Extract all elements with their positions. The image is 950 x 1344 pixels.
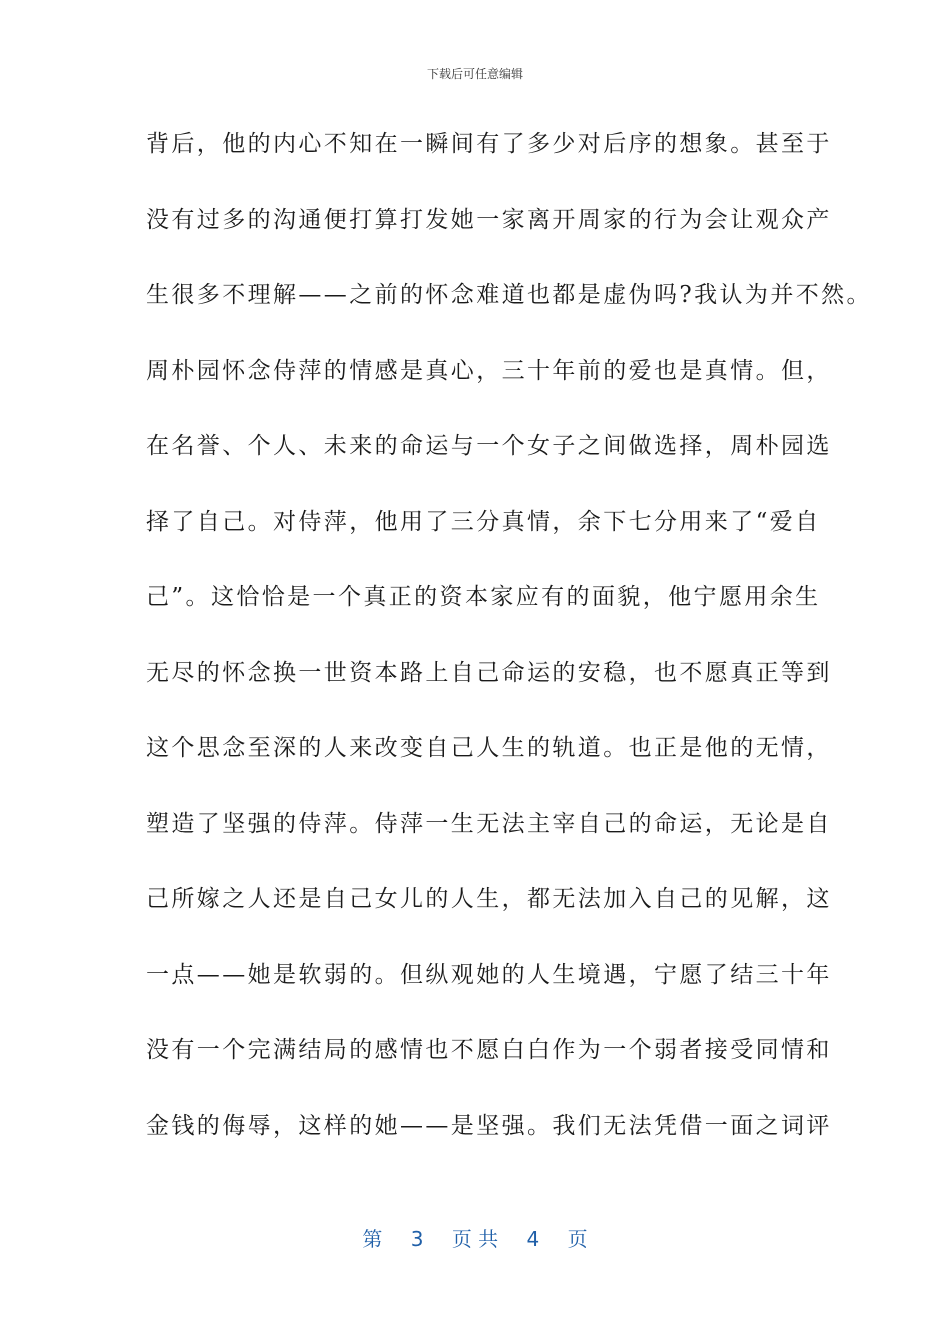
body-line: 择了自己。对侍萍，他用了三分真情，余下七分用来了“爱自 [146,508,821,535]
body-line: 背后，他的内心不知在一瞬间有了多少对后序的想象。甚至于 [146,131,832,157]
body-line: 金钱的侮辱，这样的她——是坚强。我们无法凭借一面之词评 [146,1112,832,1139]
body-line: 周朴园怀念侍萍的情感是真心，三十年前的爱也是真情。但， [146,357,832,384]
body-line: 一点——她是软弱的。但纵观她的人生境遇，宁愿了结三十年 [146,961,832,988]
total-page-number: 4 [526,1227,540,1251]
page-footer [0,1226,950,1252]
footer-prefix: 第 [362,1227,383,1251]
document-body [146,124,872,1181]
page-header: 下载后可任意编辑 [426,67,523,81]
body-line: 没有一个完满结局的感情也不愿白白作为一个弱者接受同情和 [146,1037,832,1063]
footer-middle: 页 共 [451,1227,499,1251]
body-line: 生很多不理解——之前的怀念难道也都是虚伪吗?我认为并不然。 [146,282,872,308]
footer-suffix: 页 [567,1227,588,1251]
body-line: 己”。这恰恰是一个真正的资本家应有的面貌，他宁愿用余生 [146,584,821,610]
body-line: 没有过多的沟通便打算打发她一家离开周家的行为会让观众产 [146,206,832,233]
body-line: 塑造了坚强的侍萍。侍萍一生无法主宰自己的命运，无论是自 [146,810,832,837]
body-line: 无尽的怀念换一世资本路上自己命运的安稳，也不愿真正等到 [146,659,832,686]
body-line: 己所嫁之人还是自己女儿的人生，都无法加入自己的见解，这 [146,886,832,912]
current-page-number: 3 [410,1227,424,1251]
body-line: 在名誉、个人、未来的命运与一个女子之间做选择，周朴园选 [146,433,832,459]
body-line: 这个思念至深的人来改变自己人生的轨道。也正是他的无情， [146,735,832,761]
